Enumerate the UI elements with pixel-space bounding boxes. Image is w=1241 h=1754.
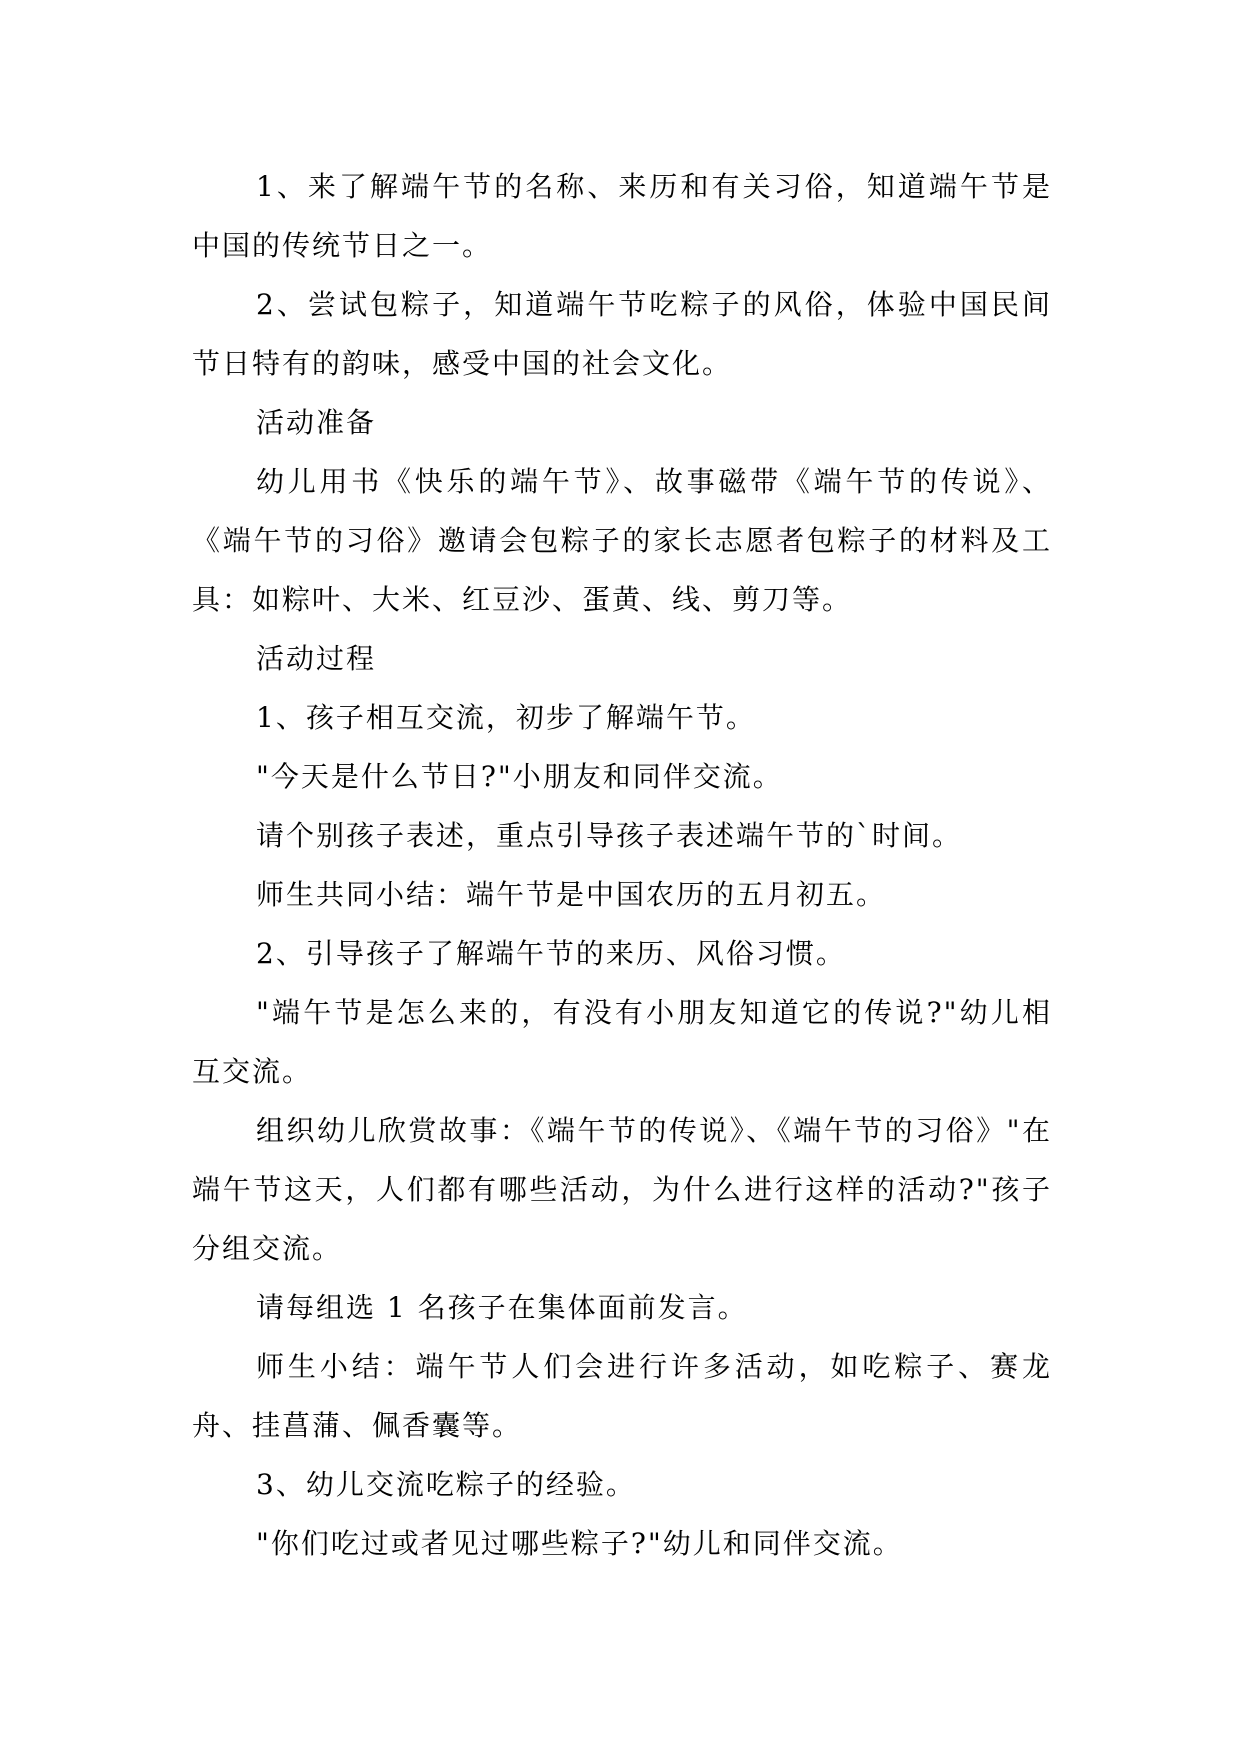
- paragraph-summary-2: 师生小结：端午节人们会进行许多活动，如吃粽子、赛龙舟、挂菖蒲、佩香囊等。: [192, 1350, 1052, 1442]
- paragraph-step-1: 1、孩子相互交流，初步了解端午节。: [256, 701, 756, 734]
- paragraph-materials: 幼儿用书《快乐的端午节》、故事磁带《端午节的传说》、《端午节的习俗》邀请会包粽子的家长志愿者包粽子的材料及工具：如粽叶、大米、红豆沙、蛋黄、线、剪刀等。: [192, 465, 1052, 616]
- paragraph-guide-1: 请个别孩子表述，重点引导孩子表述端午节的`时间。: [256, 819, 963, 852]
- paragraph-step-2: 2、引导孩子了解端午节的来历、风俗习惯。: [256, 937, 846, 970]
- paragraph-question-3: "你们吃过或者见过哪些粽子?"幼儿和同伴交流。: [256, 1527, 903, 1560]
- document-body: [192, 157, 1052, 1573]
- paragraph-goal-2: 2、尝试包粽子，知道端午节吃粽子的风俗，体验中国民间节日特有的韵味，感受中国的社会文化。: [192, 288, 1052, 380]
- section-heading-process: 活动过程: [256, 642, 377, 675]
- paragraph-question-1: "今天是什么节日?"小朋友和同伴交流。: [256, 760, 783, 793]
- section-heading-preparation: 活动准备: [256, 406, 377, 439]
- paragraph-speak: 请每组选 1 名孩子在集体面前发言。: [256, 1291, 748, 1324]
- paragraph-goal-1: 1、来了解端午节的名称、来历和有关习俗，知道端午节是中国的传统节日之一。: [192, 170, 1052, 262]
- paragraph-summary-1: 师生共同小结：端午节是中国农历的五月初五。: [256, 878, 887, 911]
- paragraph-story: 组织幼儿欣赏故事：《端午节的传说》、《端午节的习俗》"在端午节这天，人们都有哪些活动，为什么进行这样的活动?"孩子分组交流。: [192, 1114, 1052, 1265]
- paragraph-step-3: 3、幼儿交流吃粽子的经验。: [256, 1468, 636, 1501]
- paragraph-question-2: "端午节是怎么来的，有没有小朋友知道它的传说?"幼儿相互交流。: [192, 996, 1052, 1088]
